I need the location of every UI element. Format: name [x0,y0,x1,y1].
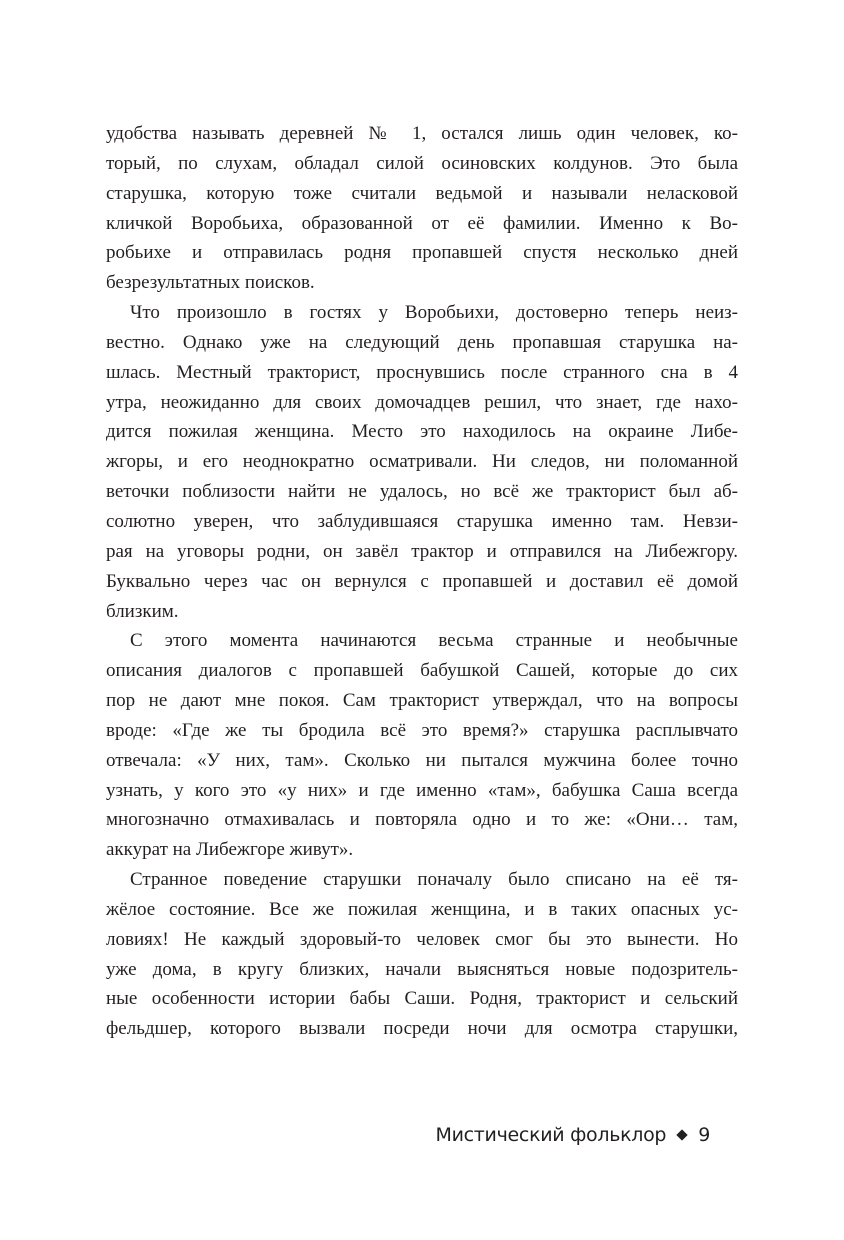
text-line: рая на уговоры родни, он завёл трактор и отправился на Либежгору. [106,540,738,562]
page-number: 9 [698,1124,710,1146]
text-line: утра, неожиданно для своих домочадцев решил, что знает, где нахо- [106,391,738,413]
paragraph [106,865,738,1044]
text-line: Буквально через час он вернулся с пропавшей и доставил её домой [106,570,738,592]
text-line: вестно. Однако уже на следующий день пропавшая старушка на- [106,331,738,353]
text-line: робьихе и отправилась родня пропавшей спустя несколько дней [106,242,738,264]
text-line: узнать, у кого это «у них» и где именно «там», бабушка Саша всегда [106,779,738,801]
paragraph [106,119,738,298]
text-line: веточки поблизости найти не удалось, но всё же тракторист был аб- [106,481,738,503]
text-line: солютно уверен, что заблудившаяся старушка именно там. Невзи- [106,510,738,532]
text-line: описания диалогов с пропавшей бабушкой Сашей, которые до сих [106,660,738,682]
text-line: шлась. Местный тракторист, проснувшись после странного сна в 4 [106,361,738,383]
text-line: жгоры, и его неоднократно осматривали. Ни следов, ни поломанной [106,451,738,473]
page-footer [436,1124,711,1146]
text-line: уже дома, в кругу близких, начали выясняться новые подозритель- [106,958,738,980]
text-line: Странное поведение старушки поначалу было списано на её тя- [130,869,738,891]
text-line: вроде: «Где же ты бродила всё это время?» старушка расплывчато [106,719,738,741]
text-line: пор не дают мне покоя. Сам тракторист утверждал, что на вопросы [106,690,738,712]
text-line: ные особенности истории бабы Саши. Родня, тракторист и сельский [106,988,738,1010]
body-text [106,119,738,1044]
text-line: фельдшер, которого вызвали посреди ночи для осмотра старушки, [106,1018,738,1040]
text-line: отвечала: «У них, там». Сколько ни пытался мужчина более точно [106,749,738,771]
text-line: безрезультатных поисков. [106,272,315,294]
text-line: старушка, которую тоже считали ведьмой и называли неласковой [106,182,738,204]
text-line: торый, по слухам, обладал силой осиновских колдунов. Это была [106,152,738,174]
text-line: аккурат на Либежгоре живут». [106,839,354,861]
paragraph [106,626,738,865]
text-line: удобства называть деревней № 1, остался лишь один человек, ко- [106,123,738,144]
text-line: дится пожилая женщина. Место это находилось на окраине Либе- [106,421,738,443]
text-line: кличкой Воробьиха, образованной от её фамилии. Именно к Во- [106,212,738,234]
text-line: жёлое состояние. Все же пожилая женщина, и в таких опасных ус- [106,898,738,920]
text-line: ловиях! Не каждый здоровый-то человек смог бы это вынести. Но [106,928,738,950]
text-line: многозначно отмахивалась и повторяла одно и то же: «Они… там, [106,809,738,831]
running-title: Мистический фольклор [435,1124,667,1146]
text-line: Что произошло в гостях у Воробьихи, достоверно теперь неиз- [130,302,738,324]
text-line: С этого момента начинаются весьма странные и необычные [130,630,738,652]
diamond-separator-icon [677,1129,688,1140]
paragraph [106,298,738,626]
text-line: близким. [106,600,179,622]
